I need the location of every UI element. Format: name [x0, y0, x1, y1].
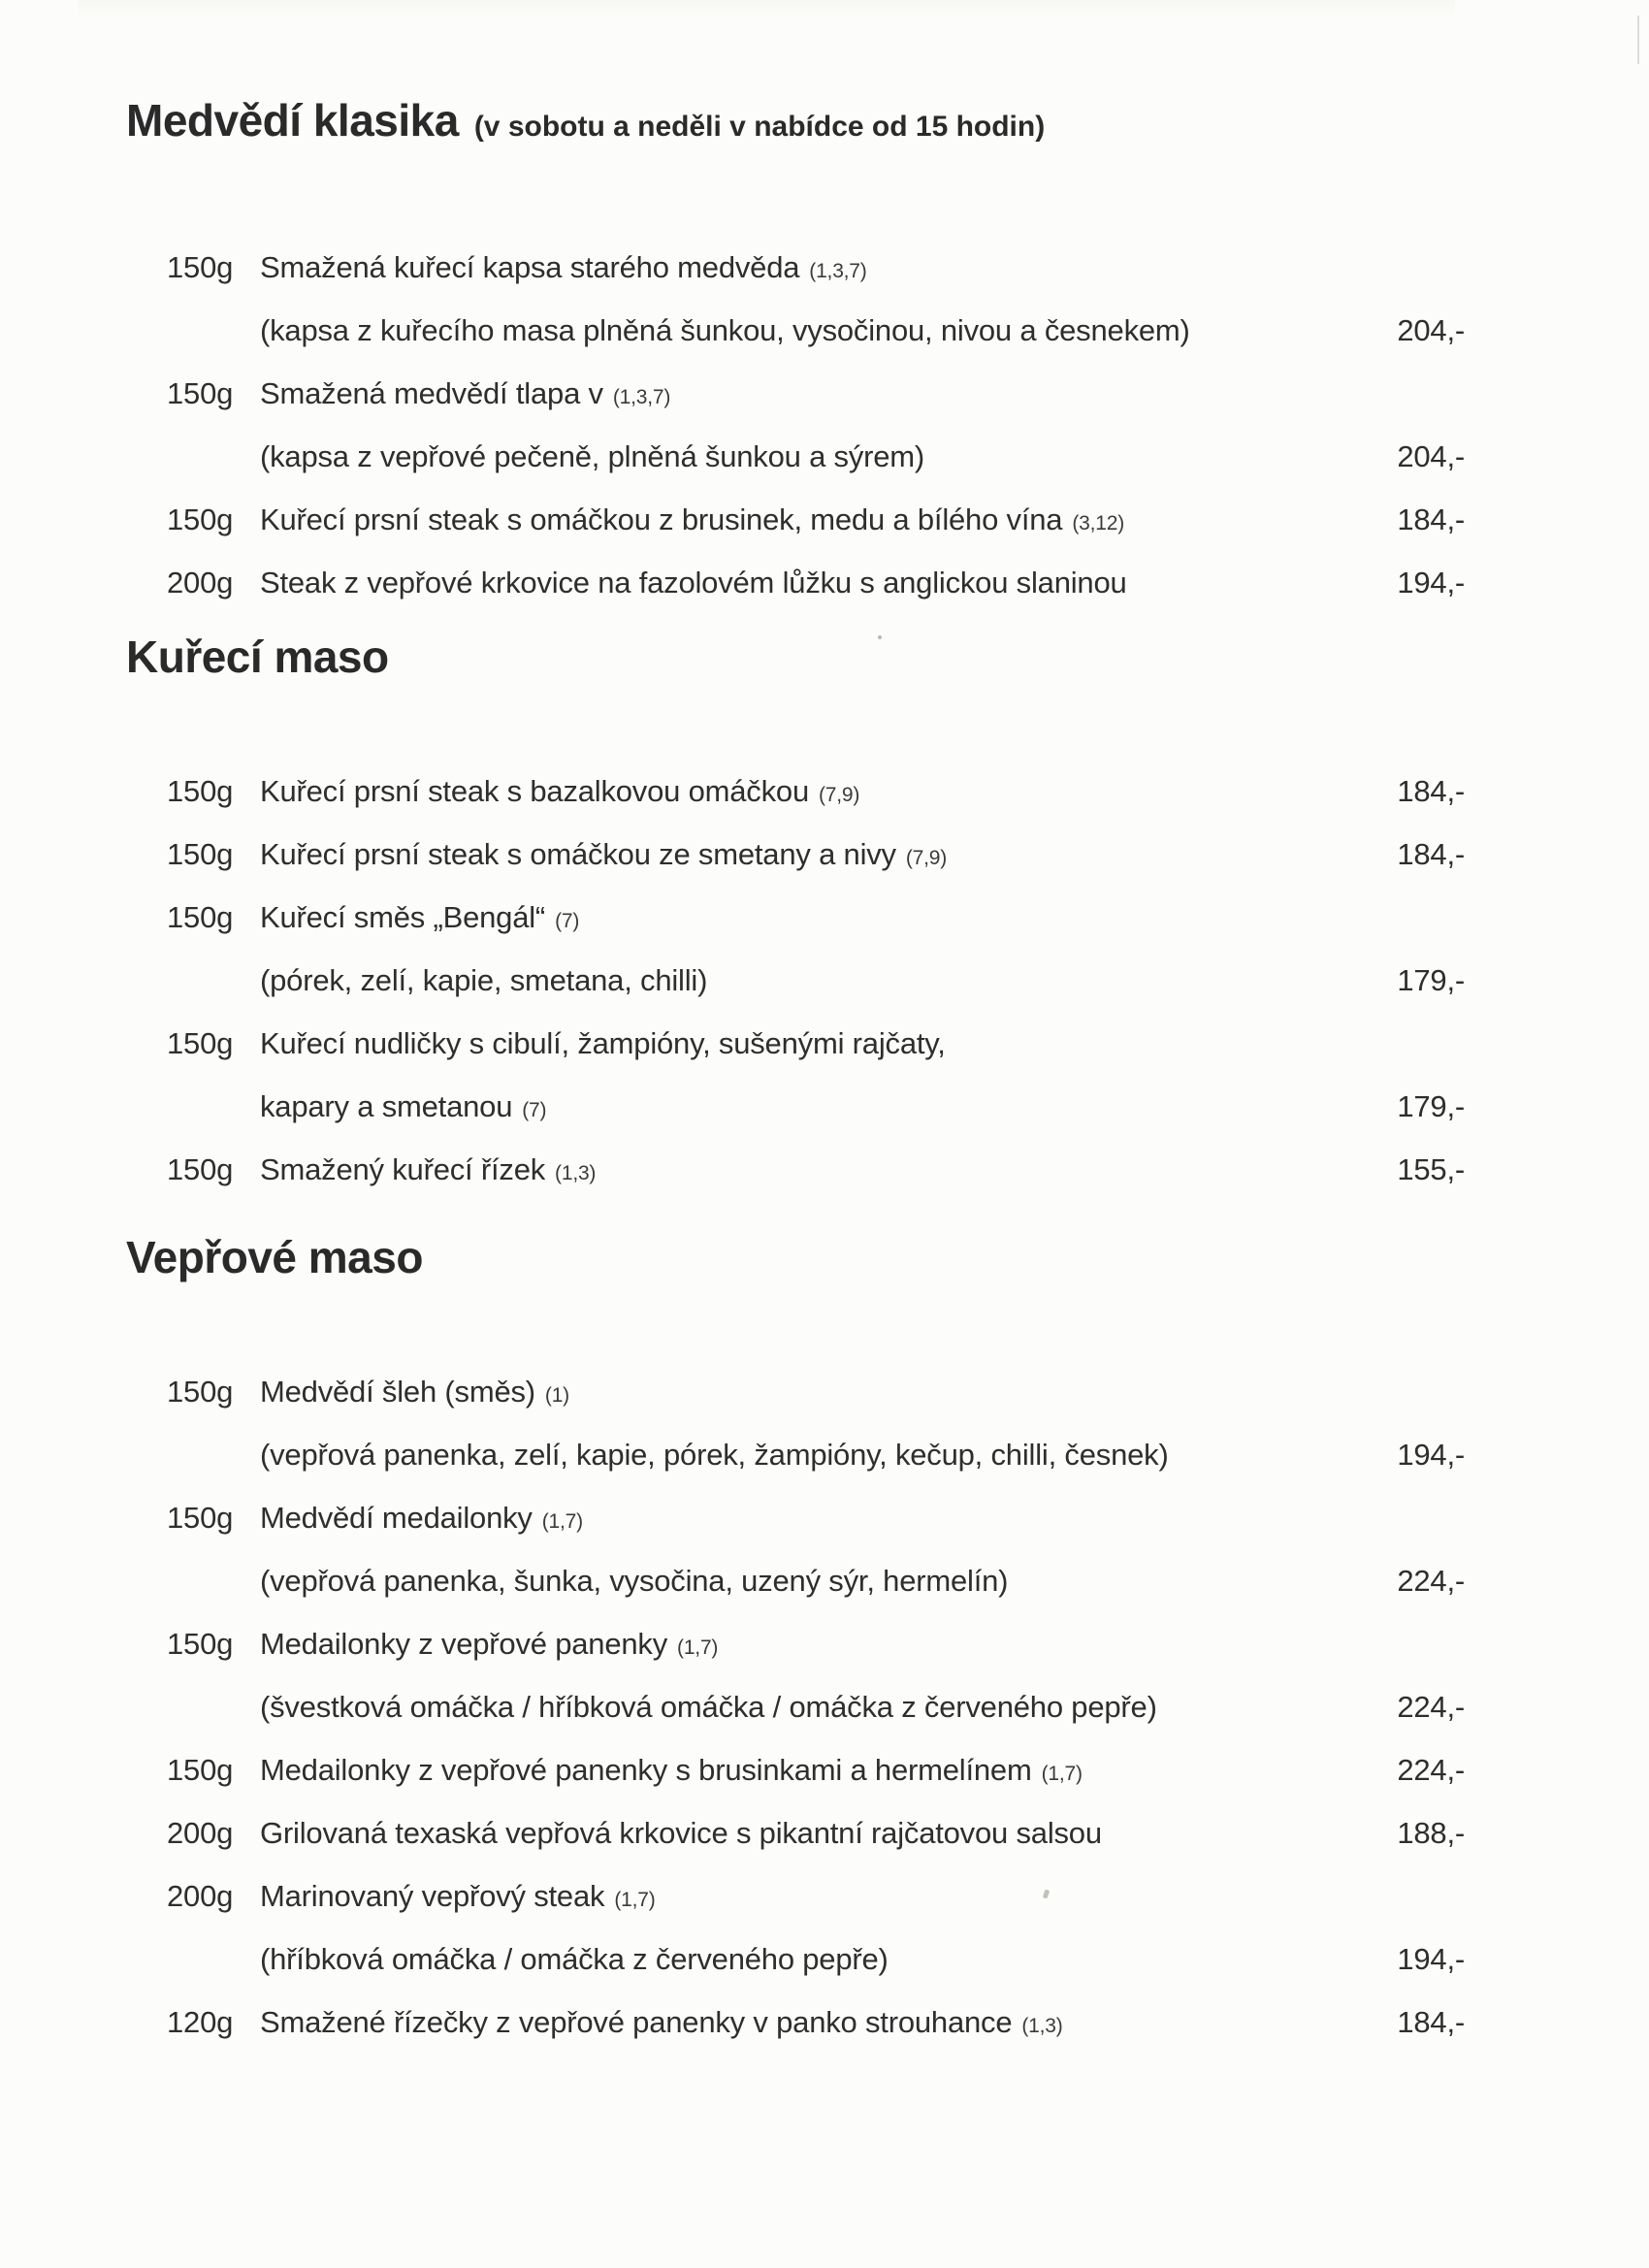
menu-item-row: [126, 425, 1465, 488]
menu-item-row: [126, 488, 1465, 551]
item-price: 204,-: [1397, 438, 1465, 473]
item-description: (kapsa z kuřecího masa plněná šunkou, vysočinou, nivou a česnekem): [260, 312, 1190, 347]
item-weight: 150g: [167, 1151, 234, 1186]
item-price: 194,-: [1397, 1437, 1465, 1472]
menu-content: [126, 93, 1465, 2054]
item-allergens: (3,12): [1072, 511, 1125, 535]
item-text: [260, 1501, 583, 1536]
section-title: Vepřové maso: [126, 1232, 423, 1282]
item-weight: 150g: [167, 773, 234, 808]
item-description: Kuřecí nudličky s cibulí, žampióny, sušenými rajčaty,: [260, 1025, 946, 1060]
menu-rows: [126, 236, 1465, 614]
item-description: Smažené řízečky z vepřové panenky v panko strouhance: [260, 2004, 1013, 2039]
item-price: 184,-: [1397, 2004, 1465, 2039]
item-text: [260, 376, 670, 411]
menu-section: [126, 93, 1465, 614]
item-text: [260, 1026, 946, 1061]
menu-item-row: [126, 236, 1465, 299]
item-weight: 200g: [167, 565, 234, 599]
item-weight: 200g: [167, 1815, 234, 1850]
menu-item-row: [126, 760, 1465, 823]
item-description: Medailonky z vepřové panenky: [260, 1626, 668, 1661]
menu-rows: [126, 760, 1465, 1201]
item-text: [260, 1816, 1102, 1851]
item-weight: 150g: [167, 1374, 234, 1409]
item-description: Medailonky z vepřové panenky s brusinkami a hermelínem: [260, 1752, 1032, 1787]
menu-item-row: [126, 1423, 1465, 1486]
item-weight: 150g: [167, 1025, 234, 1060]
item-allergens: (7): [522, 1098, 547, 1121]
item-price: 179,-: [1397, 1088, 1465, 1123]
menu-item-row: [126, 1801, 1465, 1864]
item-description: (pórek, zelí, kapie, smetana, chilli): [260, 962, 708, 997]
item-allergens: (7,9): [819, 783, 860, 806]
item-allergens: (1,3): [555, 1161, 597, 1184]
item-text: [260, 1942, 889, 1977]
item-description: Medvědí medailonky: [260, 1500, 533, 1535]
menu-item-row: [126, 1549, 1465, 1612]
menu-item-row: [126, 1360, 1465, 1423]
item-text: [260, 1564, 1008, 1599]
scan-edge-line: [1637, 16, 1639, 64]
item-allergens: (1): [544, 1383, 569, 1407]
item-weight: 150g: [167, 375, 234, 410]
item-description: (švestková omáčka / hříbková omáčka / omáčka z červeného pepře): [260, 1689, 1157, 1724]
item-text: [260, 1375, 569, 1409]
item-text: [260, 774, 859, 809]
item-text: [260, 1690, 1157, 1725]
menu-rows: [126, 1360, 1465, 2054]
item-price: 184,-: [1397, 502, 1465, 536]
menu-item-row: [126, 1075, 1465, 1138]
item-text: [260, 963, 707, 998]
item-allergens: (1,3,7): [809, 259, 867, 282]
item-text: [260, 566, 1127, 600]
item-description: kapary a smetanou: [260, 1088, 513, 1123]
item-weight: 120g: [167, 2004, 234, 2039]
item-text: [260, 1089, 546, 1124]
item-allergens: (1,7): [541, 1509, 583, 1533]
item-description: Marinovaný vepřový steak: [260, 1878, 605, 1913]
item-text: [260, 837, 947, 872]
menu-item-row: [126, 1864, 1465, 1928]
section-title: Medvědí klasika: [126, 95, 459, 146]
section-heading: [126, 1230, 1465, 1284]
item-weight: 150g: [167, 836, 234, 871]
item-description: Kuřecí prsní steak s omáčkou ze smetany a nivy: [260, 836, 896, 871]
menu-item-row: [126, 551, 1465, 614]
item-description: (kapsa z vepřové pečeně, plněná šunkou a sýrem): [260, 438, 925, 473]
section-title: Kuřecí maso: [126, 632, 389, 682]
menu-item-row: [126, 886, 1465, 949]
item-price: 194,-: [1397, 1941, 1465, 1976]
item-text: [260, 1753, 1083, 1788]
item-allergens: (7): [555, 909, 580, 932]
menu-item-row: [126, 1928, 1465, 1991]
menu-item-row: [126, 1612, 1465, 1675]
item-text: [260, 1438, 1169, 1473]
item-text: [260, 1879, 656, 1914]
item-text: [260, 250, 867, 285]
scan-noise-band: [78, 0, 1455, 19]
item-price: 184,-: [1397, 836, 1465, 871]
item-weight: 200g: [167, 1878, 234, 1913]
item-allergens: (7,9): [905, 846, 948, 869]
menu-item-row: [126, 1675, 1465, 1738]
menu-item-row: [126, 1991, 1465, 2054]
item-weight: 150g: [167, 1752, 234, 1787]
item-description: (vepřová panenka, šunka, vysočina, uzený sýr, hermelín): [260, 1563, 1009, 1598]
menu-item-row: [126, 1738, 1465, 1801]
item-allergens: (1,7): [1041, 1762, 1083, 1785]
item-description: Smažený kuřecí řízek: [260, 1151, 546, 1186]
item-price: 184,-: [1397, 773, 1465, 808]
item-description: Kuřecí prsní steak s bazalkovou omáčkou: [260, 773, 809, 808]
item-price: 194,-: [1397, 565, 1465, 599]
item-text: [260, 502, 1124, 537]
item-text: [260, 2005, 1063, 2040]
menu-item-row: [126, 299, 1465, 362]
menu-item-row: [126, 823, 1465, 886]
item-price: 224,-: [1397, 1689, 1465, 1724]
item-description: Medvědí šleh (směs): [260, 1374, 535, 1409]
item-price: 224,-: [1397, 1752, 1465, 1787]
section-heading: [126, 93, 1465, 154]
item-price: 224,-: [1397, 1563, 1465, 1598]
item-description: Smažená kuřecí kapsa starého medvěda: [260, 249, 800, 284]
item-weight: 150g: [167, 899, 234, 934]
item-price: 155,-: [1397, 1151, 1465, 1186]
section-heading: [126, 630, 1465, 684]
item-weight: 150g: [167, 502, 234, 536]
item-description: Smažená medvědí tlapa v: [260, 375, 603, 410]
item-description: (hříbková omáčka / omáčka z červeného pepře): [260, 1941, 889, 1976]
item-description: Kuřecí prsní steak s omáčkou z brusinek, medu a bílého vína: [260, 502, 1063, 536]
item-description: Kuřecí směs „Bengál“: [260, 899, 546, 934]
menu-section: [126, 1230, 1465, 2054]
menu-item-row: [126, 362, 1465, 425]
item-text: [260, 900, 579, 935]
item-price: 179,-: [1397, 962, 1465, 997]
item-weight: 150g: [167, 249, 234, 284]
menu-item-row: [126, 1138, 1465, 1201]
item-text: [260, 439, 924, 474]
item-description: Steak z vepřové krkovice na fazolovém lůžku s anglickou slaninou: [260, 565, 1127, 599]
item-text: [260, 1627, 718, 1662]
item-price: 204,-: [1397, 312, 1465, 347]
item-description: Grilovaná texaská vepřová krkovice s pikantní rajčatovou salsou: [260, 1815, 1102, 1850]
item-allergens: (1,3,7): [612, 385, 671, 408]
menu-item-row: [126, 1012, 1465, 1075]
menu-item-row: [126, 949, 1465, 1012]
item-weight: 150g: [167, 1626, 234, 1661]
item-allergens: (1,7): [614, 1888, 656, 1911]
item-allergens: (1,7): [677, 1636, 719, 1659]
item-text: [260, 1152, 596, 1187]
section-subtitle-note: (v sobotu a neděli v nabídce od 15 hodin): [473, 111, 1046, 143]
menu-item-row: [126, 1486, 1465, 1549]
item-weight: 150g: [167, 1500, 234, 1535]
menu-section: [126, 630, 1465, 1201]
item-price: 188,-: [1397, 1815, 1465, 1850]
item-allergens: (1,3): [1021, 2014, 1063, 2037]
item-description: (vepřová panenka, zelí, kapie, pórek, žampióny, kečup, chilli, česnek): [260, 1437, 1169, 1472]
item-text: [260, 313, 1190, 348]
